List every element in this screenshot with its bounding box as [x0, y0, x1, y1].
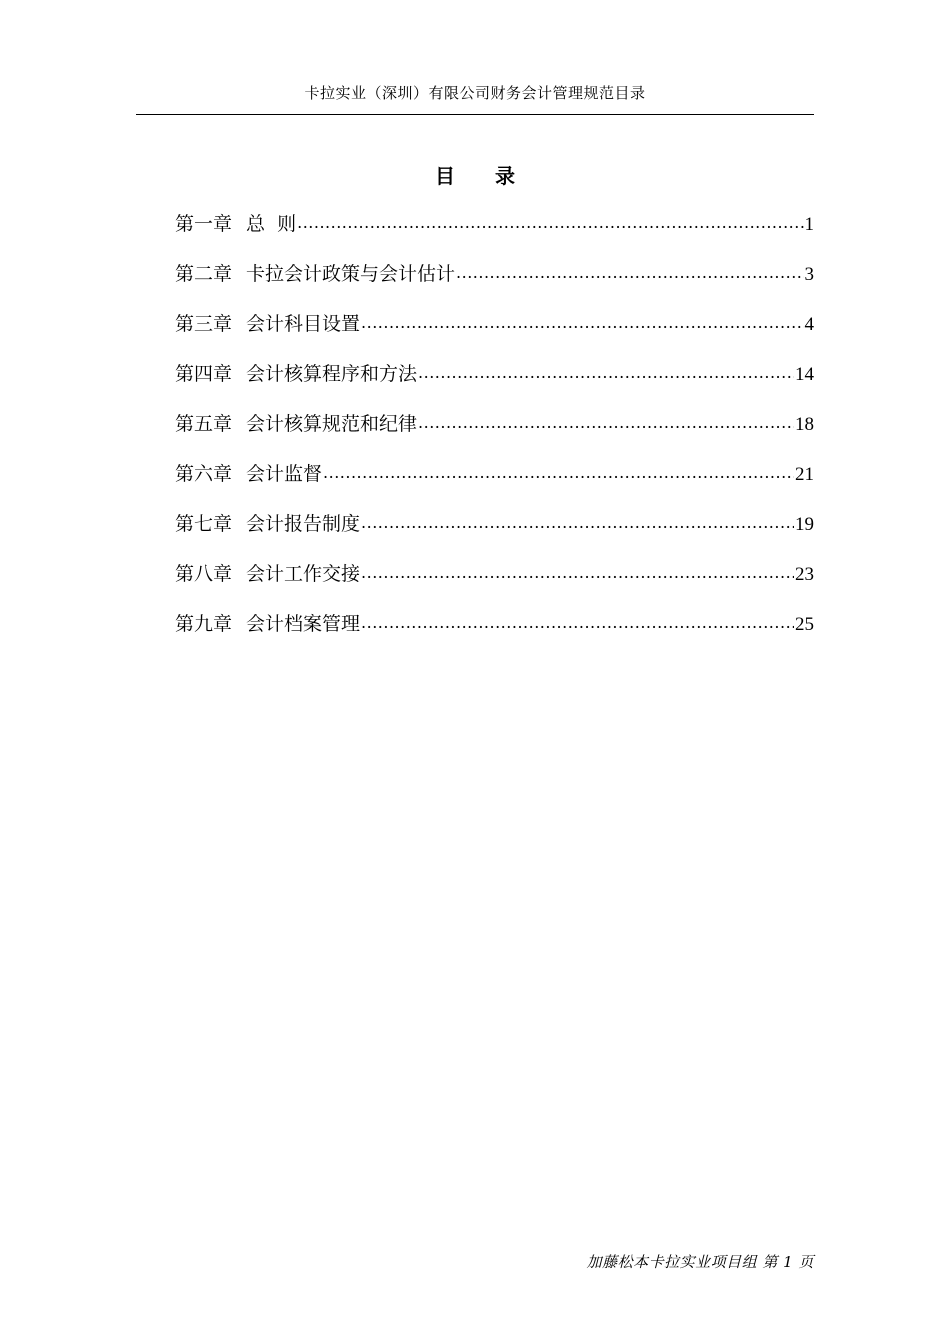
toc-page-number: 23	[795, 564, 814, 585]
toc-chapter-number: 第三章	[175, 313, 233, 335]
toc-dot-leader	[361, 506, 794, 540]
toc-chapter-title: 会计核算程序和方法	[246, 363, 418, 385]
toc-page-number: 1	[804, 214, 814, 235]
toc-dot-leader	[418, 356, 794, 390]
toc-entry[interactable]	[175, 207, 814, 257]
toc-chapter-number: 第九章	[175, 613, 233, 635]
toc-entry[interactable]	[175, 457, 814, 507]
toc-title-part1: 目	[435, 164, 455, 188]
toc-chapter-number: 第一章	[175, 213, 233, 235]
toc-dot-leader	[297, 206, 803, 240]
toc-page-number: 4	[804, 314, 814, 335]
toc-chapter-title: 总 则	[246, 213, 297, 235]
page-header: 卡拉实业（深圳）有限公司财务会计管理规范目录	[304, 84, 646, 102]
page-footer: 加藤松本卡拉实业项目组 第 1 页	[586, 1253, 814, 1271]
toc-dot-leader	[361, 306, 803, 340]
toc-entry[interactable]	[175, 307, 814, 357]
toc-page-number: 19	[795, 514, 814, 535]
toc-entry[interactable]	[175, 607, 814, 657]
toc-chapter-title: 会计核算规范和纪律	[246, 413, 418, 435]
toc-chapter-number: 第五章	[175, 413, 233, 435]
toc-entry[interactable]	[175, 407, 814, 457]
toc-dot-leader	[361, 606, 794, 640]
toc-page-number: 25	[795, 614, 814, 635]
toc-chapter-title: 会计报告制度	[246, 513, 361, 535]
toc-page-number: 14	[795, 364, 814, 385]
toc-dot-leader	[456, 256, 803, 290]
toc-entry[interactable]	[175, 507, 814, 557]
toc-entry[interactable]	[175, 257, 814, 307]
toc-chapter-title: 卡拉会计政策与会计估计	[246, 263, 456, 285]
toc-dot-leader	[361, 556, 794, 590]
toc-chapter-title: 会计工作交接	[246, 563, 361, 585]
toc-chapter-title: 会计监督	[246, 463, 323, 485]
header-divider	[136, 114, 814, 115]
toc-chapter-number: 第六章	[175, 463, 233, 485]
toc-entry[interactable]	[175, 357, 814, 407]
toc-page-number: 3	[804, 264, 814, 285]
toc-page-number: 18	[795, 414, 814, 435]
toc-title	[136, 160, 814, 189]
toc-chapter-number: 第七章	[175, 513, 233, 535]
toc-chapter-title: 会计档案管理	[246, 613, 361, 635]
toc-chapter-number: 第二章	[175, 263, 233, 285]
toc-page-number: 21	[795, 464, 814, 485]
toc-entry[interactable]	[175, 557, 814, 607]
toc-list	[175, 207, 814, 657]
toc-chapter-number: 第八章	[175, 563, 233, 585]
toc-dot-leader	[323, 456, 794, 490]
toc-title-part2: 录	[495, 164, 515, 188]
toc-chapter-title: 会计科目设置	[246, 313, 361, 335]
toc-dot-leader	[418, 406, 794, 440]
toc-chapter-number: 第四章	[175, 363, 233, 385]
